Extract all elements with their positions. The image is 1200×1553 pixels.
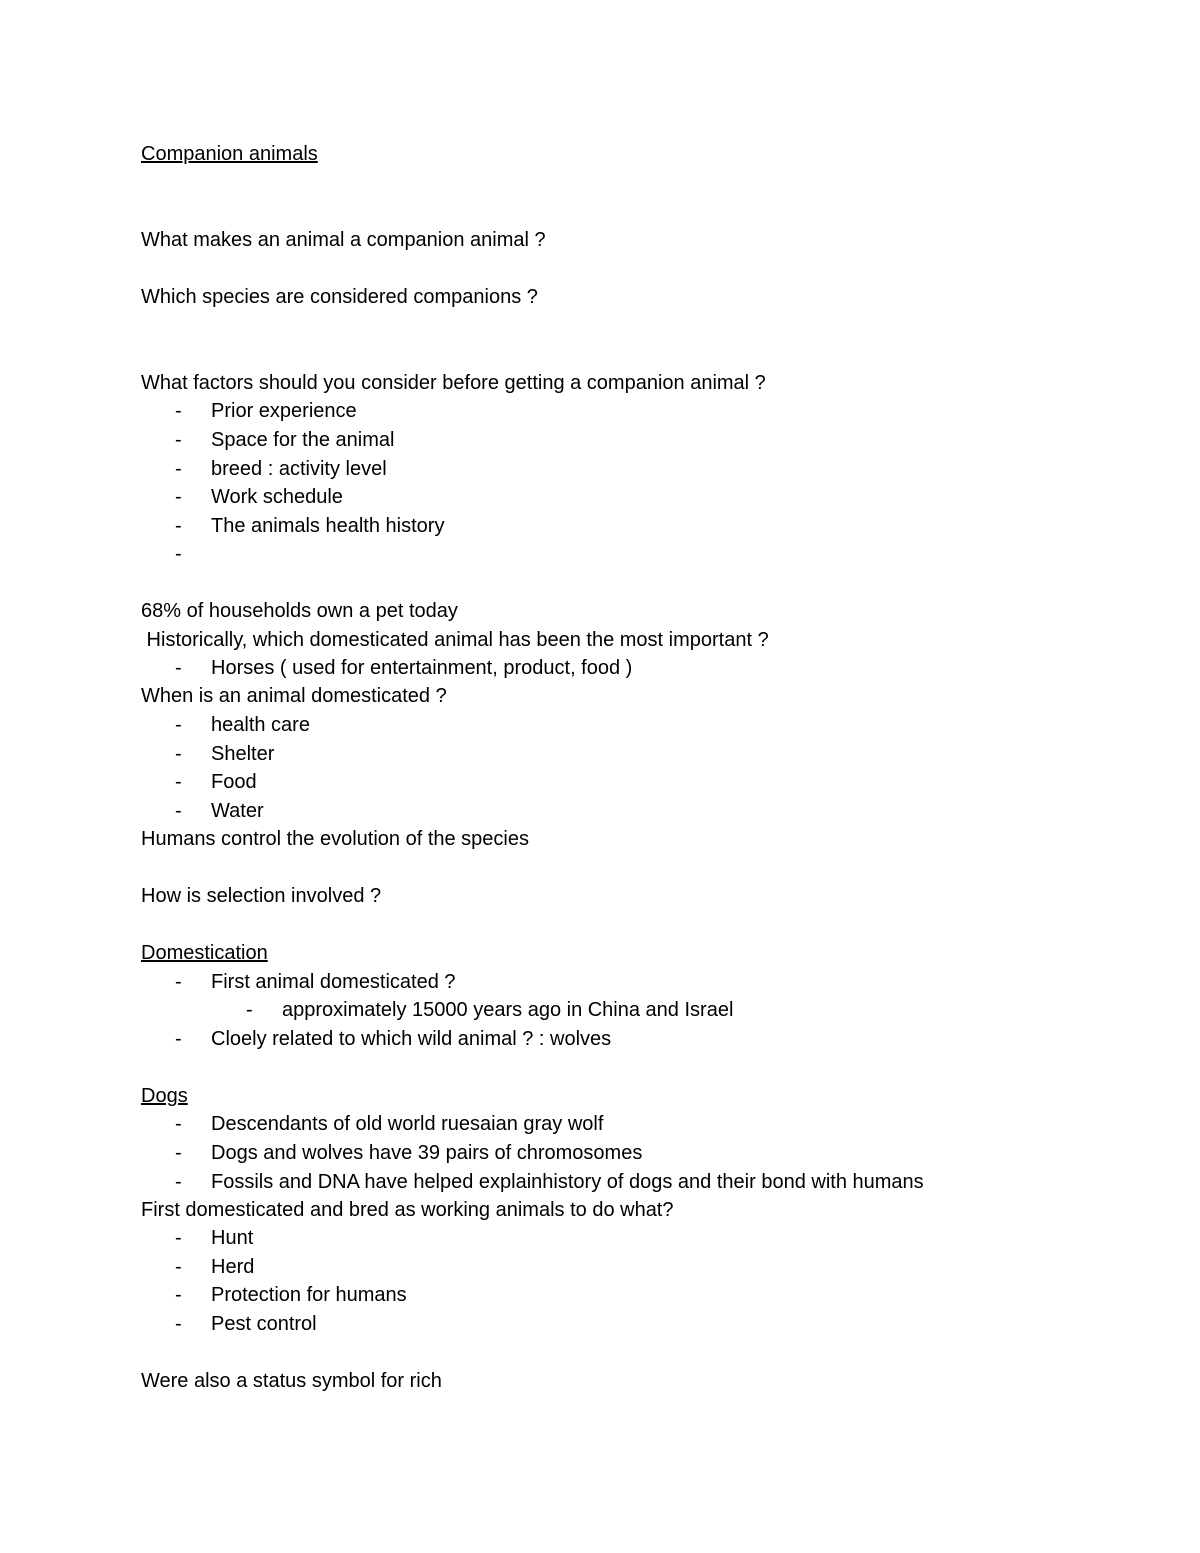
bullet-dash: - bbox=[175, 515, 182, 537]
bullet-dash: - bbox=[175, 1142, 182, 1164]
bullet-dash: - bbox=[175, 1313, 182, 1335]
list-item: Fossils and DNA have helped explainhistory of dogs and their bond with humans bbox=[211, 1171, 924, 1193]
list-item: Shelter bbox=[211, 743, 275, 765]
list-item: Prior experience bbox=[211, 400, 357, 422]
bullet-dash: - bbox=[175, 1284, 182, 1306]
list-item: health care bbox=[211, 714, 310, 736]
bullet-dash: - bbox=[175, 800, 182, 822]
question-companion-definition: What makes an animal a companion animal ? bbox=[141, 229, 546, 251]
section-heading-dogs: Dogs bbox=[141, 1085, 188, 1107]
list-item: Cloely related to which wild animal ? : wolves bbox=[211, 1028, 612, 1050]
bullet-dash: - bbox=[175, 1028, 182, 1050]
list-item: Protection for humans bbox=[211, 1284, 407, 1306]
list-item: Hunt bbox=[211, 1227, 254, 1249]
question-selection: How is selection involved ? bbox=[141, 885, 382, 907]
list-item: Space for the animal bbox=[211, 429, 395, 451]
section-heading-domestication: Domestication bbox=[141, 942, 268, 964]
stat-households: 68% of households own a pet today bbox=[141, 600, 458, 622]
evolution-note: Humans control the evolution of the species bbox=[141, 828, 529, 850]
bullet-dash: - bbox=[175, 458, 182, 480]
sub-list-item: approximately 15000 years ago in China and Israel bbox=[282, 999, 734, 1021]
question-history: Historically, which domesticated animal has been the most important ? bbox=[141, 629, 769, 651]
bullet-dash: - bbox=[175, 486, 182, 508]
list-item: Descendants of old world ruesaian gray wolf bbox=[211, 1113, 604, 1135]
bullet-dash: - bbox=[246, 999, 253, 1021]
bullet-dash: - bbox=[175, 743, 182, 765]
question-factors: What factors should you consider before getting a companion animal ? bbox=[141, 372, 766, 394]
list-item: Dogs and wolves have 39 pairs of chromosomes bbox=[211, 1142, 643, 1164]
bullet-dash: - bbox=[175, 771, 182, 793]
bullet-dash: - bbox=[175, 1227, 182, 1249]
list-item: The animals health history bbox=[211, 515, 445, 537]
bullet-dash: - bbox=[175, 1113, 182, 1135]
list-item: Water bbox=[211, 800, 264, 822]
list-item: Work schedule bbox=[211, 486, 343, 508]
list-item: Food bbox=[211, 771, 257, 793]
page-title: Companion animals bbox=[141, 143, 318, 165]
question-companion-species: Which species are considered companions ? bbox=[141, 286, 538, 308]
bullet-dash: - bbox=[175, 1256, 182, 1278]
list-item: Horses ( used for entertainment, product, food ) bbox=[211, 657, 633, 679]
question-working-animals: First domesticated and bred as working animals to do what? bbox=[141, 1199, 674, 1221]
list-item: breed : activity level bbox=[211, 458, 387, 480]
bullet-dash: - bbox=[175, 429, 182, 451]
bullet-dash: - bbox=[175, 1171, 182, 1193]
closing-note: Were also a status symbol for rich bbox=[141, 1370, 442, 1392]
list-item: Herd bbox=[211, 1256, 255, 1278]
bullet-dash: - bbox=[175, 657, 182, 679]
question-domesticated: When is an animal domesticated ? bbox=[141, 685, 447, 707]
bullet-dash: - bbox=[175, 543, 182, 565]
bullet-dash: - bbox=[175, 400, 182, 422]
list-item: First animal domesticated ? bbox=[211, 971, 456, 993]
bullet-dash: - bbox=[175, 714, 182, 736]
bullet-dash: - bbox=[175, 971, 182, 993]
list-item: Pest control bbox=[211, 1313, 317, 1335]
